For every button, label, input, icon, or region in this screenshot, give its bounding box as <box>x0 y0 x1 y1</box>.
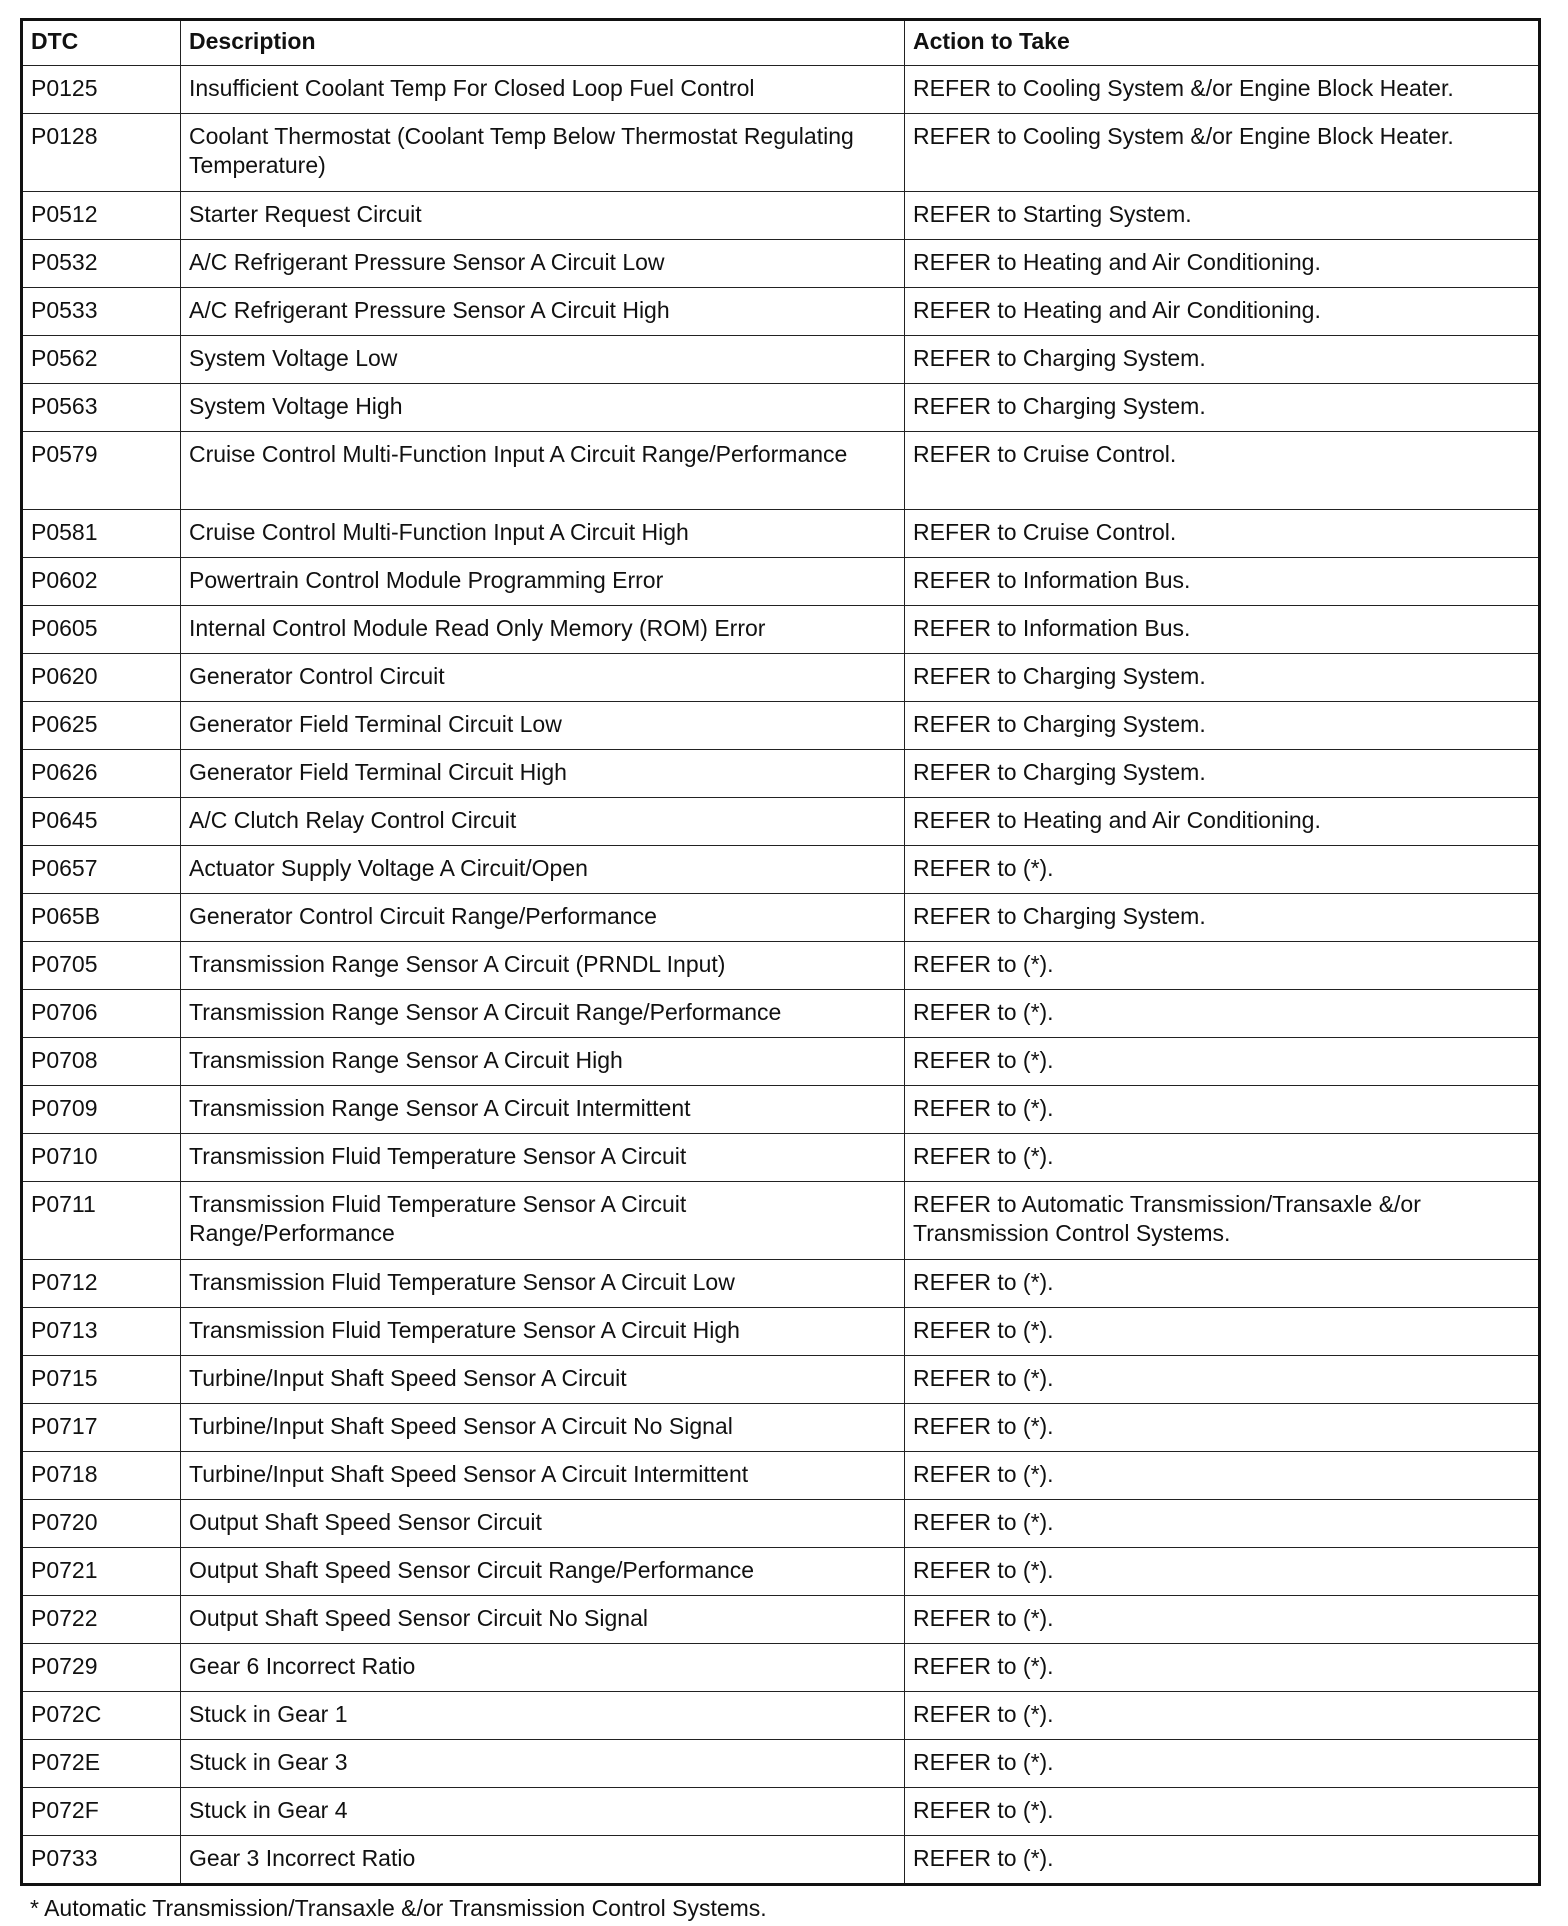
table-row <box>22 1452 1540 1500</box>
cell-action: REFER to Information Bus. <box>905 558 1540 606</box>
table-row <box>22 384 1540 432</box>
cell-dtc: P0720 <box>22 1500 181 1548</box>
cell-description: Internal Control Module Read Only Memory (ROM) Error <box>181 606 905 654</box>
cell-description: Output Shaft Speed Sensor Circuit Range/Performance <box>181 1548 905 1596</box>
footnote: * Automatic Transmission/Transaxle &/or Transmission Control Systems. <box>30 1895 767 1921</box>
table-row <box>22 1260 1540 1308</box>
cell-action: REFER to Automatic Transmission/Transaxle &/or Transmission Control Systems. <box>905 1182 1540 1260</box>
cell-action: REFER to Charging System. <box>905 336 1540 384</box>
cell-description: Turbine/Input Shaft Speed Sensor A Circuit <box>181 1356 905 1404</box>
cell-dtc: P065B <box>22 894 181 942</box>
cell-description: Transmission Fluid Temperature Sensor A Circuit Low <box>181 1260 905 1308</box>
table-row <box>22 1692 1540 1740</box>
cell-dtc: P0708 <box>22 1038 181 1086</box>
cell-dtc: P0733 <box>22 1836 181 1885</box>
cell-dtc: P0657 <box>22 846 181 894</box>
cell-description: Gear 3 Incorrect Ratio <box>181 1836 905 1885</box>
cell-dtc: P0620 <box>22 654 181 702</box>
cell-description: Actuator Supply Voltage A Circuit/Open <box>181 846 905 894</box>
table-row <box>22 1500 1540 1548</box>
cell-description: Cruise Control Multi-Function Input A Circuit High <box>181 510 905 558</box>
table-row <box>22 1596 1540 1644</box>
cell-description: System Voltage Low <box>181 336 905 384</box>
cell-dtc: P0722 <box>22 1596 181 1644</box>
cell-action: REFER to Cooling System &/or Engine Block Heater. <box>905 66 1540 114</box>
table-row <box>22 606 1540 654</box>
cell-description: Transmission Fluid Temperature Sensor A Circuit Range/Performance <box>181 1182 905 1260</box>
table-row <box>22 192 1540 240</box>
cell-action: REFER to Charging System. <box>905 894 1540 942</box>
table-row <box>22 702 1540 750</box>
cell-action: REFER to Charging System. <box>905 654 1540 702</box>
cell-dtc: P0715 <box>22 1356 181 1404</box>
cell-description: Generator Field Terminal Circuit Low <box>181 702 905 750</box>
table-row <box>22 798 1540 846</box>
cell-dtc: P072C <box>22 1692 181 1740</box>
cell-description: Transmission Fluid Temperature Sensor A Circuit <box>181 1134 905 1182</box>
cell-action: REFER to Starting System. <box>905 192 1540 240</box>
table-row <box>22 66 1540 114</box>
cell-description: Coolant Thermostat (Coolant Temp Below Thermostat Regulating Temperature) <box>181 114 905 192</box>
cell-dtc: P0563 <box>22 384 181 432</box>
cell-dtc: P0626 <box>22 750 181 798</box>
cell-dtc: P0705 <box>22 942 181 990</box>
cell-action: REFER to (*). <box>905 1452 1540 1500</box>
cell-dtc: P0713 <box>22 1308 181 1356</box>
table-row <box>22 432 1540 510</box>
cell-action: REFER to (*). <box>905 942 1540 990</box>
table-row <box>22 1182 1540 1260</box>
table-row <box>22 558 1540 606</box>
cell-dtc: P0729 <box>22 1644 181 1692</box>
table-row <box>22 114 1540 192</box>
table-row <box>22 1548 1540 1596</box>
cell-action: REFER to (*). <box>905 846 1540 894</box>
cell-action: REFER to (*). <box>905 1308 1540 1356</box>
cell-description: Transmission Range Sensor A Circuit Range/Performance <box>181 990 905 1038</box>
cell-description: Stuck in Gear 3 <box>181 1740 905 1788</box>
cell-description: Gear 6 Incorrect Ratio <box>181 1644 905 1692</box>
cell-dtc: P0128 <box>22 114 181 192</box>
cell-description: Transmission Range Sensor A Circuit (PRNDL Input) <box>181 942 905 990</box>
cell-dtc: P0605 <box>22 606 181 654</box>
dtc-table <box>20 18 1541 1886</box>
cell-action: REFER to (*). <box>905 1788 1540 1836</box>
table-row <box>22 1404 1540 1452</box>
table-row <box>22 750 1540 798</box>
cell-action: REFER to (*). <box>905 990 1540 1038</box>
cell-dtc: P0125 <box>22 66 181 114</box>
cell-description: A/C Refrigerant Pressure Sensor A Circuit Low <box>181 240 905 288</box>
cell-dtc: P0625 <box>22 702 181 750</box>
cell-dtc: P0532 <box>22 240 181 288</box>
cell-dtc: P0645 <box>22 798 181 846</box>
cell-action: REFER to (*). <box>905 1356 1540 1404</box>
cell-description: Generator Control Circuit Range/Performance <box>181 894 905 942</box>
cell-dtc: P0562 <box>22 336 181 384</box>
table-row <box>22 1836 1540 1885</box>
cell-description: Transmission Range Sensor A Circuit High <box>181 1038 905 1086</box>
cell-description: A/C Refrigerant Pressure Sensor A Circuit High <box>181 288 905 336</box>
cell-description: Stuck in Gear 4 <box>181 1788 905 1836</box>
cell-action: REFER to (*). <box>905 1038 1540 1086</box>
cell-dtc: P0602 <box>22 558 181 606</box>
cell-action: REFER to (*). <box>905 1644 1540 1692</box>
cell-action: REFER to Cooling System &/or Engine Block Heater. <box>905 114 1540 192</box>
table-row <box>22 654 1540 702</box>
table-row <box>22 1134 1540 1182</box>
cell-description: Output Shaft Speed Sensor Circuit <box>181 1500 905 1548</box>
cell-action: REFER to Heating and Air Conditioning. <box>905 798 1540 846</box>
table-header-row <box>22 20 1540 66</box>
cell-description: Turbine/Input Shaft Speed Sensor A Circuit Intermittent <box>181 1452 905 1500</box>
table-row <box>22 1038 1540 1086</box>
cell-action: REFER to Cruise Control. <box>905 510 1540 558</box>
table-row <box>22 846 1540 894</box>
dtc-document <box>20 18 1538 1886</box>
table-row <box>22 1308 1540 1356</box>
cell-description: Generator Field Terminal Circuit High <box>181 750 905 798</box>
cell-description: Output Shaft Speed Sensor Circuit No Signal <box>181 1596 905 1644</box>
table-row <box>22 1644 1540 1692</box>
table-row <box>22 336 1540 384</box>
cell-action: REFER to (*). <box>905 1740 1540 1788</box>
table-row <box>22 1086 1540 1134</box>
table-row <box>22 1356 1540 1404</box>
cell-action: REFER to Charging System. <box>905 384 1540 432</box>
cell-action: REFER to (*). <box>905 1596 1540 1644</box>
table-row <box>22 990 1540 1038</box>
table-body <box>22 66 1540 1885</box>
cell-description: Insufficient Coolant Temp For Closed Loop Fuel Control <box>181 66 905 114</box>
cell-action: REFER to Charging System. <box>905 702 1540 750</box>
cell-description: Generator Control Circuit <box>181 654 905 702</box>
cell-dtc: P0721 <box>22 1548 181 1596</box>
cell-description: Transmission Range Sensor A Circuit Intermittent <box>181 1086 905 1134</box>
cell-description: Transmission Fluid Temperature Sensor A Circuit High <box>181 1308 905 1356</box>
table-row <box>22 240 1540 288</box>
header-dtc: DTC <box>22 20 181 66</box>
cell-action: REFER to (*). <box>905 1836 1540 1885</box>
cell-action: REFER to Information Bus. <box>905 606 1540 654</box>
cell-description: Stuck in Gear 1 <box>181 1692 905 1740</box>
cell-action: REFER to (*). <box>905 1086 1540 1134</box>
table-row <box>22 894 1540 942</box>
cell-description: Cruise Control Multi-Function Input A Circuit Range/Performance <box>181 432 905 510</box>
table-row <box>22 942 1540 990</box>
table-row <box>22 1740 1540 1788</box>
cell-dtc: P0512 <box>22 192 181 240</box>
cell-action: REFER to Cruise Control. <box>905 432 1540 510</box>
cell-dtc: P0533 <box>22 288 181 336</box>
cell-dtc: P072F <box>22 1788 181 1836</box>
cell-dtc: P0718 <box>22 1452 181 1500</box>
cell-action: REFER to (*). <box>905 1548 1540 1596</box>
cell-dtc: P0579 <box>22 432 181 510</box>
table-row <box>22 510 1540 558</box>
cell-description: Powertrain Control Module Programming Error <box>181 558 905 606</box>
cell-description: Starter Request Circuit <box>181 192 905 240</box>
cell-description: A/C Clutch Relay Control Circuit <box>181 798 905 846</box>
cell-dtc: P0709 <box>22 1086 181 1134</box>
cell-dtc: P0581 <box>22 510 181 558</box>
cell-dtc: P0717 <box>22 1404 181 1452</box>
cell-dtc: P0706 <box>22 990 181 1038</box>
header-action: Action to Take <box>905 20 1540 66</box>
cell-action: REFER to Heating and Air Conditioning. <box>905 240 1540 288</box>
table-row <box>22 288 1540 336</box>
cell-dtc: P072E <box>22 1740 181 1788</box>
table-row <box>22 1788 1540 1836</box>
cell-action: REFER to (*). <box>905 1404 1540 1452</box>
cell-dtc: P0710 <box>22 1134 181 1182</box>
cell-action: REFER to Charging System. <box>905 750 1540 798</box>
cell-action: REFER to (*). <box>905 1134 1540 1182</box>
header-description: Description <box>181 20 905 66</box>
cell-action: REFER to (*). <box>905 1260 1540 1308</box>
cell-description: System Voltage High <box>181 384 905 432</box>
cell-action: REFER to (*). <box>905 1692 1540 1740</box>
cell-action: REFER to (*). <box>905 1500 1540 1548</box>
cell-dtc: P0712 <box>22 1260 181 1308</box>
cell-dtc: P0711 <box>22 1182 181 1260</box>
cell-action: REFER to Heating and Air Conditioning. <box>905 288 1540 336</box>
cell-description: Turbine/Input Shaft Speed Sensor A Circuit No Signal <box>181 1404 905 1452</box>
